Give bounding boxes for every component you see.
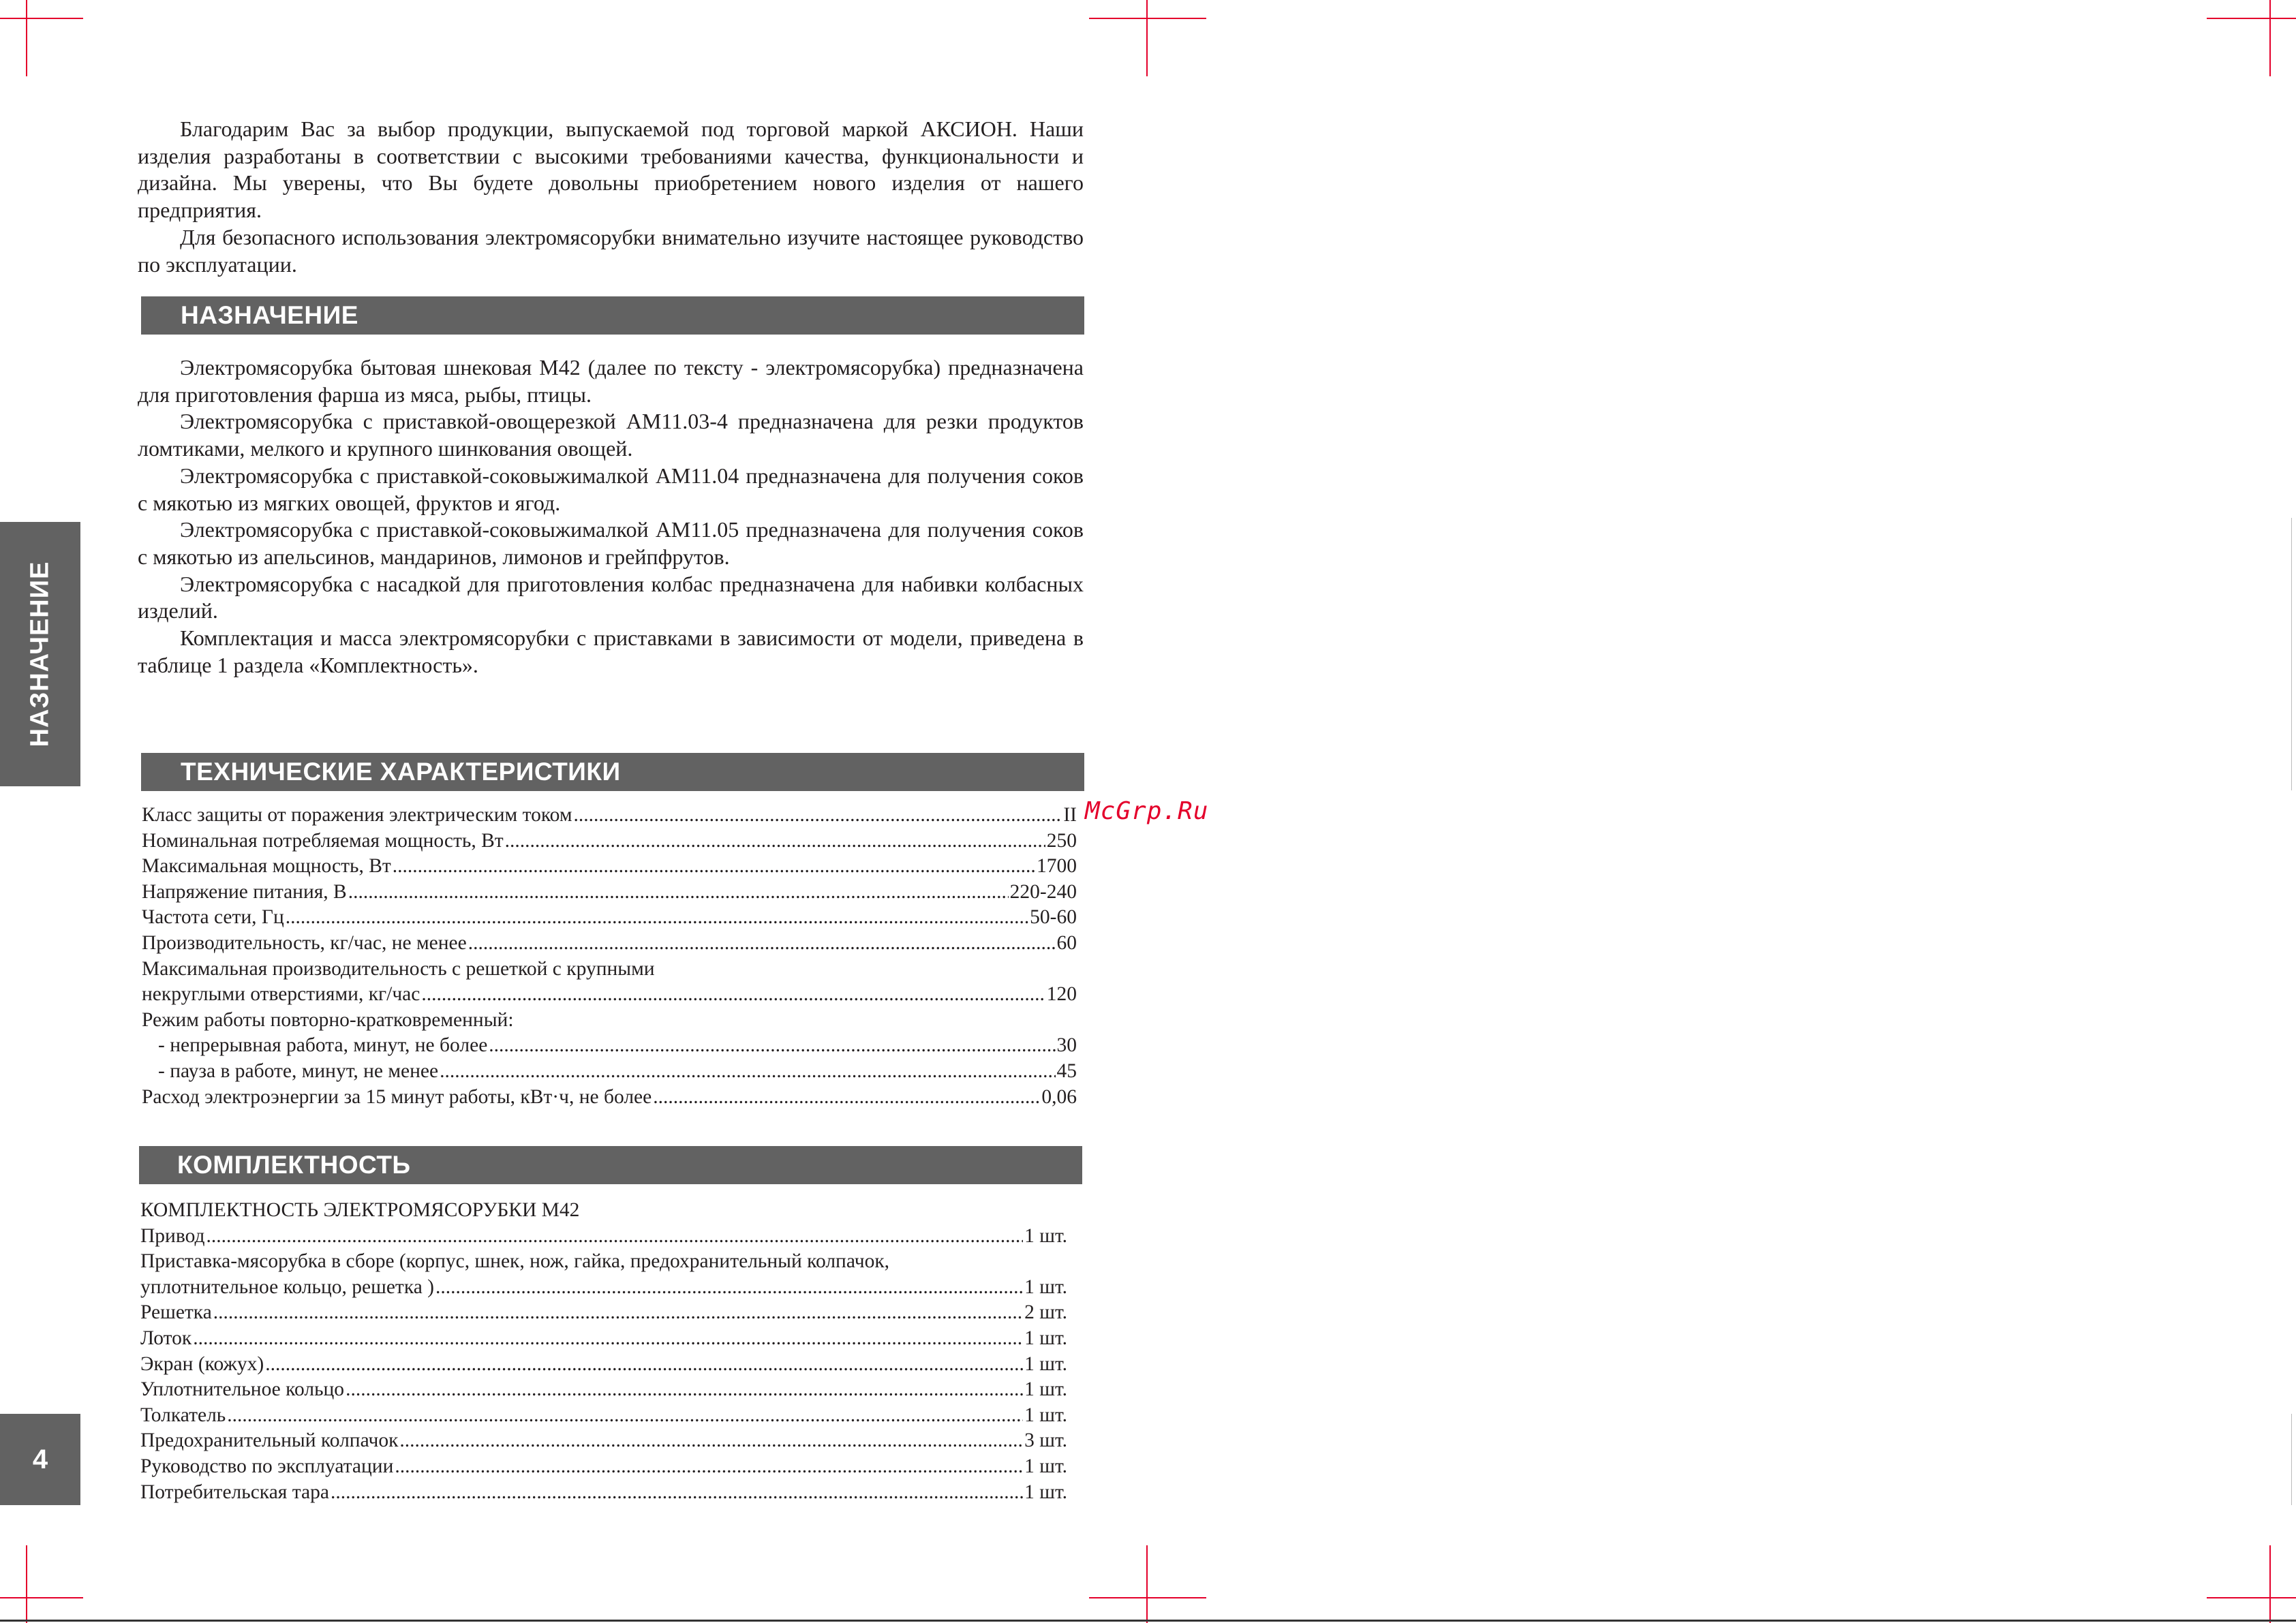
purpose-text bbox=[138, 354, 1084, 679]
specs-heading: ТЕХНИЧЕСКИЕ ХАРАКТЕРИСТИКИ bbox=[141, 753, 1084, 791]
spec-row: некруглыми отверстиями, кг/час ..... 120 bbox=[142, 982, 1077, 1008]
purpose-paragraph: Электромясорубка бытовая шнековая М42 (далее по тексту - электромясорубка) предназначена для приготовления фарша из мяса, рыбы, птицы. bbox=[138, 355, 1084, 407]
side-section-tab bbox=[0, 522, 80, 786]
kit-row: Приставка-мясорубка в сборе (корпус, шнек, нож, гайка, предохранительный колпачок, bbox=[140, 1250, 890, 1273]
spec-row: Класс защиты от поражения электрическим током ..... II bbox=[142, 803, 1077, 829]
kit-row: Уплотнительное кольцо ..... 1 шт. bbox=[140, 1377, 1067, 1403]
spec-row: Максимальная производительность с решеткой с крупными bbox=[142, 957, 655, 980]
spec-row: Номинальная потребляемая мощность, Вт ..... 250 bbox=[142, 829, 1077, 854]
spec-row: Расход электроэнергии за 15 минут работы, кВт·ч, не более ..... 0,06 bbox=[142, 1085, 1077, 1111]
intro-paragraph: Для безопасного использования электромясорубки внимательно изучите настоящее руководство по эксплуатации. bbox=[138, 224, 1084, 277]
page-number: 4 bbox=[0, 1414, 80, 1505]
purpose-paragraph: Комплектация и масса электромясорубки с приставками в зависимости от модели, приведена в таблице 1 раздела «Комплектность». bbox=[138, 625, 1084, 677]
kit-heading: КОМПЛЕКТНОСТЬ bbox=[139, 1146, 1082, 1184]
kit-row: Лоток ..... 1 шт. bbox=[140, 1326, 1067, 1352]
side-section-label: НАЗНАЧЕНИЕ bbox=[25, 561, 55, 747]
kit-subtitle: КОМПЛЕКТНОСТЬ ЭЛЕКТРОМЯСОРУБКИ М42 bbox=[140, 1199, 580, 1221]
purpose-paragraph: Электромясорубка с насадкой для приготовления колбас предназначена для набивки колбасных изделий. bbox=[138, 571, 1084, 623]
spec-row: Максимальная мощность, Вт ..... 1700 bbox=[142, 854, 1077, 880]
spec-row: - непрерывная работа, минут, не более ..... 30 bbox=[142, 1033, 1077, 1059]
spec-row: Производительность, кг/час, не менее ..... 60 bbox=[142, 931, 1077, 957]
kit-row: уплотнительное кольцо, решетка ) ..... 1 шт. bbox=[140, 1275, 1067, 1301]
intro-paragraph: Благодарим Вас за выбор продукции, выпускаемой под торговой маркой АКСИОН. Наши изделия разработаны в соответствии с высокими требованиями качества, функциональности и дизайна. Мы уверены, что Вы будете довольны приобретением нового изделия от нашего предприятия. bbox=[138, 117, 1084, 223]
kit-row: Решетка ..... 2 шт. bbox=[140, 1300, 1067, 1326]
watermark: McGrp.Ru bbox=[1085, 797, 1209, 825]
purpose-paragraph: Электромясорубка с приставкой-соковыжималкой АМ11.04 предназначена для получения соков с мякотью из мягких овощей, фруктов и ягод. bbox=[138, 463, 1084, 515]
kit-row: Привод ..... 1 шт. bbox=[140, 1224, 1067, 1250]
purpose-heading: НАЗНАЧЕНИЕ bbox=[141, 296, 1084, 335]
kit-list bbox=[140, 1198, 1067, 1505]
purpose-paragraph: Электромясорубка с приставкой-овощерезкой АМ11.03-4 предназначена для резки продуктов ломтиками, мелкого и крупного шинкования овощей. bbox=[138, 409, 1084, 461]
kit-row: Предохранительный колпачок ..... 3 шт. bbox=[140, 1428, 1067, 1454]
spec-row: Режим работы повторно-кратковременный: bbox=[142, 1008, 514, 1031]
spec-row: Напряжение питания, В ..... 220-240 bbox=[142, 880, 1077, 906]
kit-row: Потребительская тара ..... 1 шт. bbox=[140, 1480, 1067, 1506]
kit-row: Руководство по эксплуатации ..... 1 шт. bbox=[140, 1454, 1067, 1480]
spec-row: - пауза в работе, минут, не менее ..... 45 bbox=[142, 1059, 1077, 1085]
spec-row: Частота сети, Гц ..... 50-60 bbox=[142, 905, 1077, 931]
specs-list bbox=[142, 803, 1077, 1110]
purpose-paragraph: Электромясорубка с приставкой-соковыжималкой АМ11.05 предназначена для получения соков с мякотью из апельсинов, мандаринов, лимонов и грейпфрутов. bbox=[138, 517, 1084, 569]
page-bottom-rule bbox=[0, 1620, 2296, 1622]
kit-row: Экран (кожух) ..... 1 шт. bbox=[140, 1352, 1067, 1378]
kit-row: Толкатель ..... 1 шт. bbox=[140, 1403, 1067, 1429]
intro-text bbox=[138, 116, 1084, 278]
